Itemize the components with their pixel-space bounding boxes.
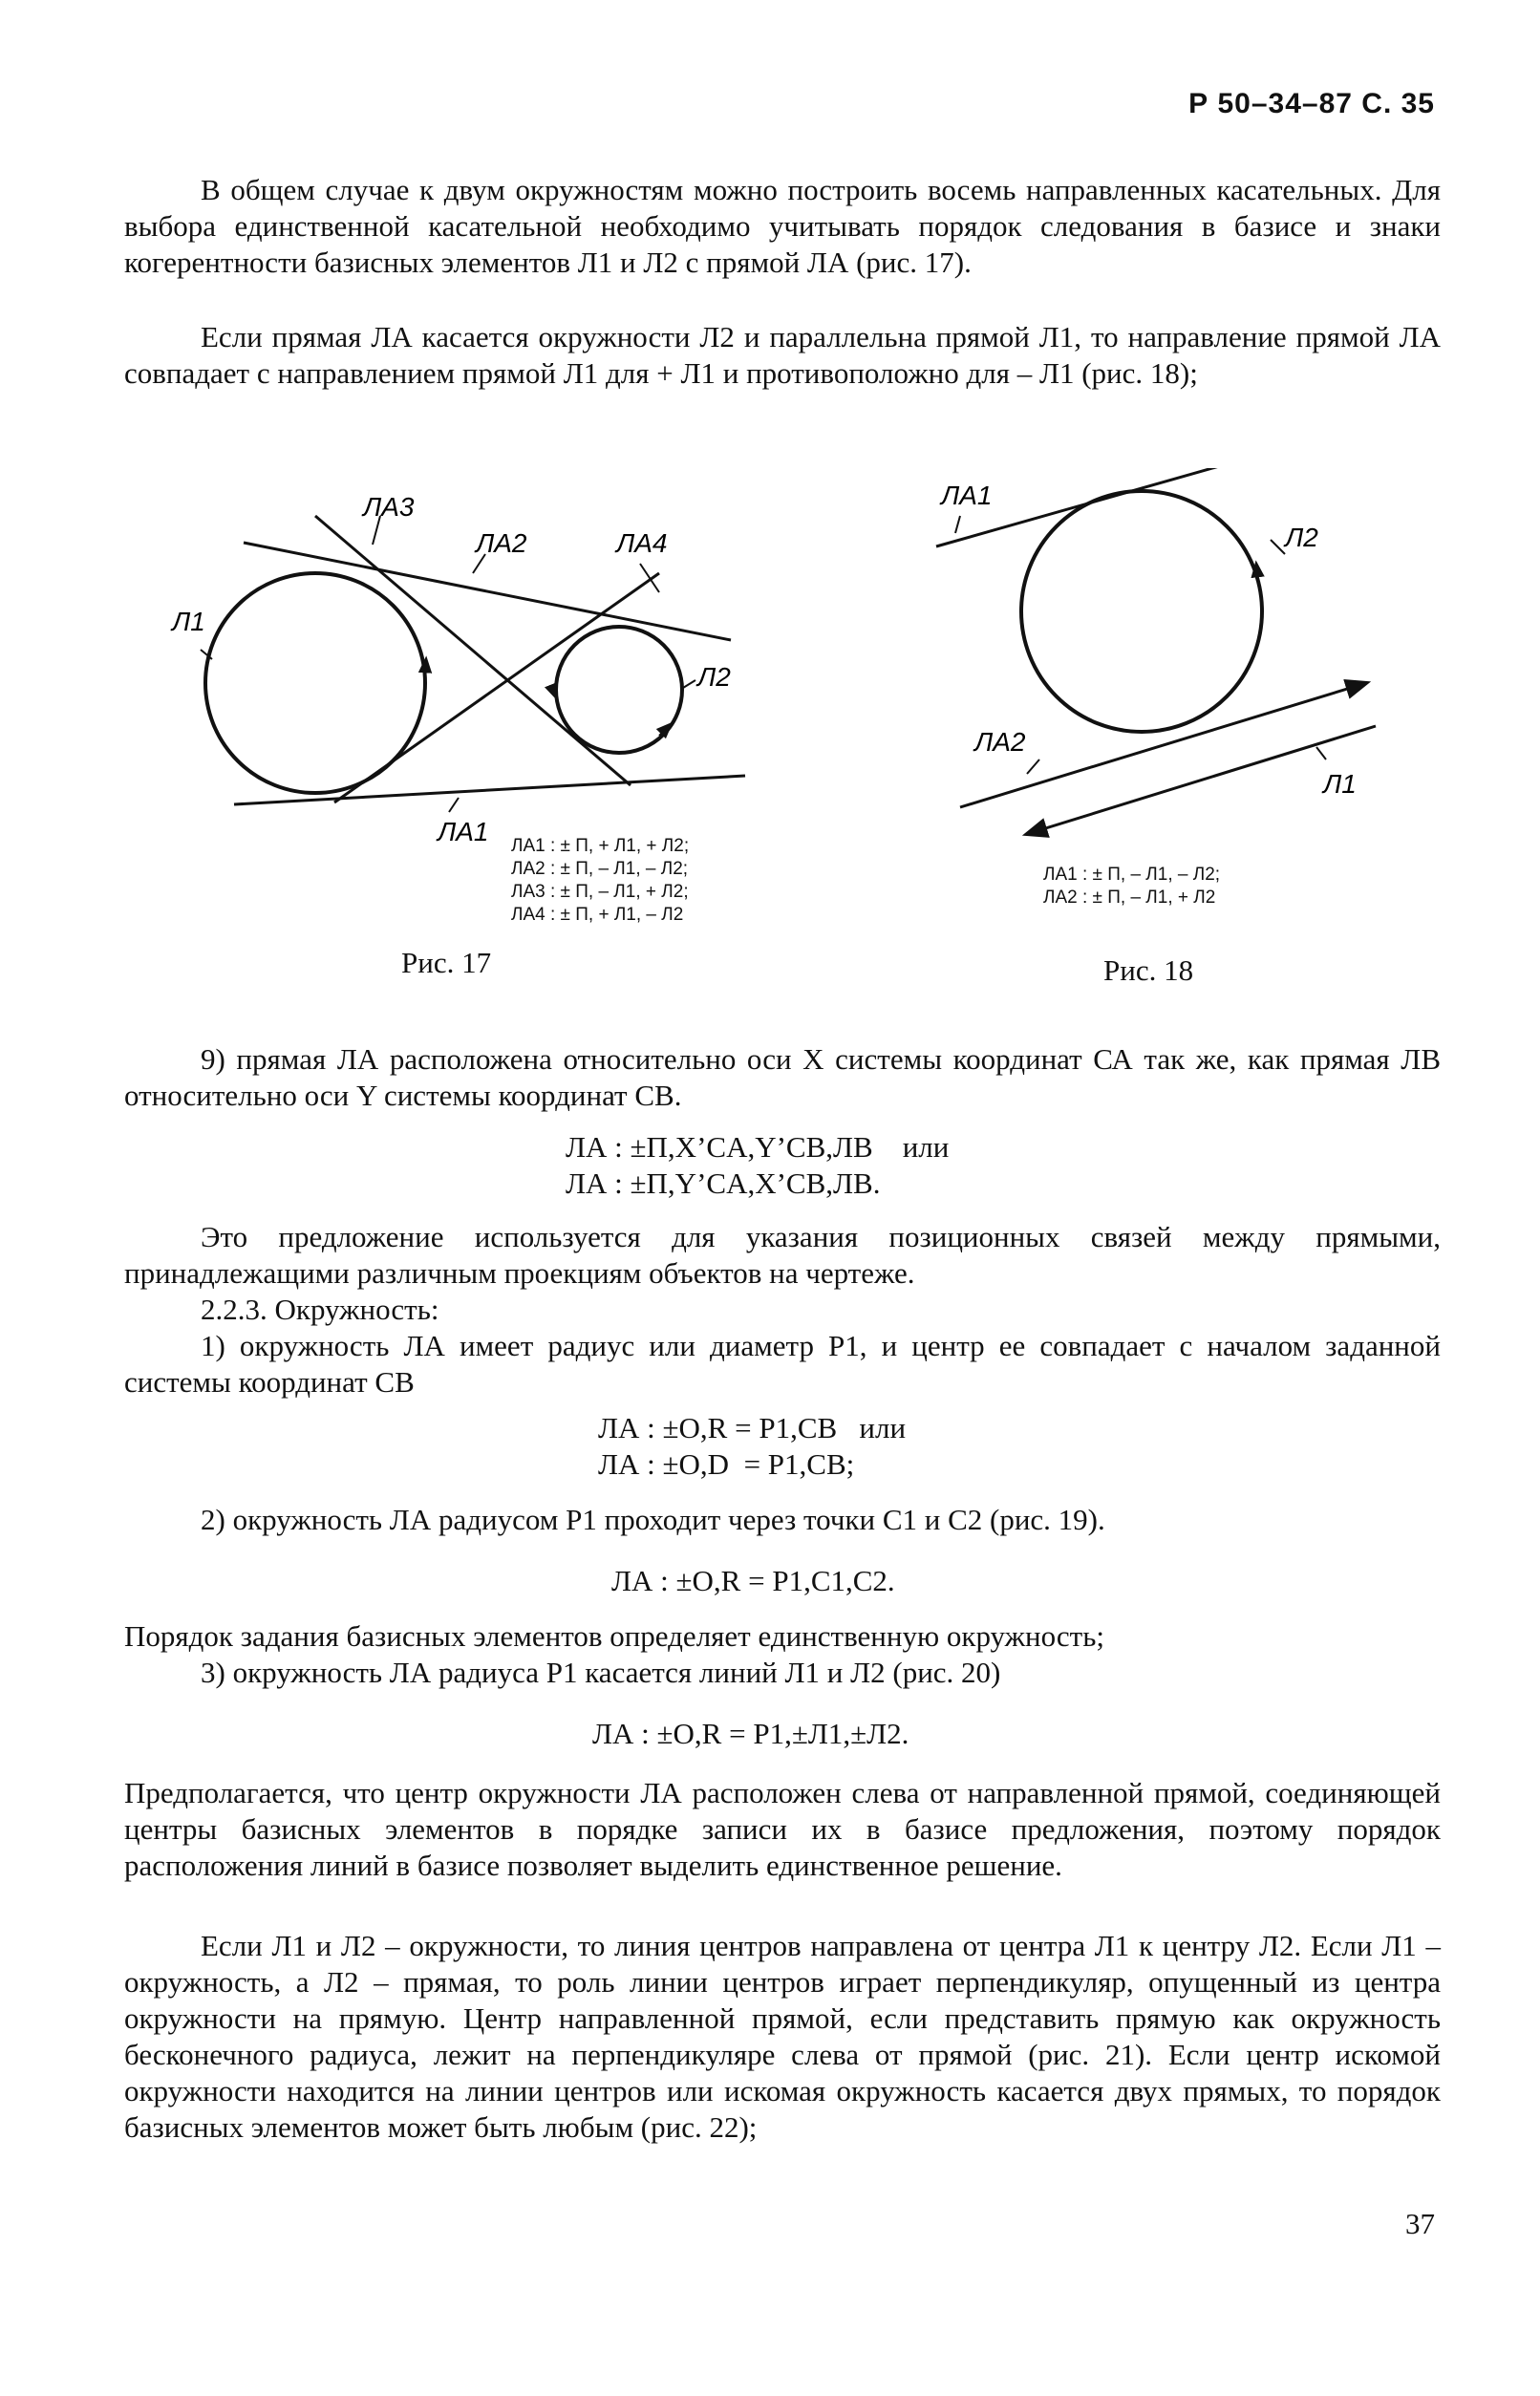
legend-line: ЛА1 : ± П, + Л1, + Л2; — [511, 836, 690, 856]
paragraph-7: 2) окружность ЛА радиусом Р1 проходит через точки С1 и С2 (рис. 19). — [201, 1503, 1105, 1536]
formula-2b: ЛА : ±O,D = P1,CB; — [598, 1447, 855, 1481]
paragraph-10: Предполагается, что центр окружности ЛА расположен слева от направленной прямой, соединяющей центры базисных элементов в порядке записи их в базисе предложения, поэтому порядок расположения линий в базисе позволяет выделить единственное решение. — [124, 1776, 1441, 1882]
paragraph-6: 1) окружность ЛА имеет радиус или диаметр Р1, и центр ее совпадает с началом заданной системы координат СВ — [124, 1329, 1441, 1399]
line-la3 — [315, 516, 631, 785]
label-la3: ЛА3 — [363, 492, 415, 522]
legend-line: ЛА2 : ± П, – Л1, + Л2 — [1043, 888, 1216, 908]
label-la1: ЛА1 — [438, 817, 489, 846]
paragraph-9: 3) окружность ЛА радиуса Р1 касается линий Л1 и Л2 (рис. 20) — [201, 1656, 1001, 1689]
label-l1: Л1 — [172, 607, 205, 636]
label-la2: ЛА2 — [476, 528, 527, 558]
page-number: 37 — [1405, 2207, 1435, 2240]
label-la4: ЛА4 — [616, 528, 668, 558]
figure-18-caption: Рис. 18 — [1103, 953, 1194, 987]
line-la1 — [234, 776, 745, 804]
formula-4: ЛА : ±O,R = P1,±Л1,±Л2. — [592, 1717, 909, 1750]
legend-line: ЛА4 : ± П, + Л1, – Л2 — [511, 905, 684, 925]
circle-l2 — [556, 627, 682, 753]
label-la1: ЛА1 — [941, 481, 993, 510]
label-la2: ЛА2 — [974, 727, 1026, 757]
paragraph-5: 2.2.3. Окружность: — [201, 1293, 439, 1326]
formula-1a: ЛА : ±П,X’CA,Y’CB,ЛВ или — [566, 1130, 950, 1164]
label-l2: Л2 — [1285, 523, 1318, 552]
figure-17-legend — [511, 835, 689, 927]
page-header: Р 50–34–87 С. 35 — [1188, 88, 1435, 119]
paragraph-4: Это предложение используется для указания позиционных связей между прямыми, принадлежащими различным проекциям объектов на чертеже. — [124, 1220, 1441, 1290]
paragraph-11: Если Л1 и Л2 – окружности, то линия центров направлена от центра Л1 к центру Л2. Если Л1 – окружность, а Л2 – прямая, то роль линии центров играет перпендикуляр, опущенный из центра окружности на прямую. Центр направленной прямой, если представить прямую как окружность бесконечного радиуса, лежит на перпендикуляре слева от прямой (рис. 21). Если центр искомой окружности находится на линии центров или искомая окружность касается двух прямых, то порядок базисных элементов может быть любым (рис. 22); — [124, 1929, 1441, 2144]
line-la1 — [936, 468, 1314, 546]
figure-17-caption: Рис. 17 — [401, 946, 492, 979]
formula-3: ЛА : ±O,R = P1,C1,C2. — [611, 1564, 895, 1597]
paragraph-8: Порядок задания базисных элементов определяет единственную окружность; — [124, 1619, 1104, 1653]
paragraph-2: Если прямая ЛА касается окружности Л2 и параллельна прямой Л1, то направление прямой ЛА совпадает с направлением прямой Л1 для + Л1 и противоположно для – Л1 (рис. 18); — [124, 320, 1441, 390]
label-l2: Л2 — [697, 662, 731, 692]
label-l1: Л1 — [1323, 769, 1357, 799]
figure-18 — [917, 468, 1395, 850]
legend-line: ЛА3 : ± П, – Л1, + Л2; — [511, 882, 689, 902]
circle-l2 — [1021, 491, 1262, 732]
paragraph-3: 9) прямая ЛА расположена относительно оси X системы координат СА так же, как прямая ЛВ относительно оси Y системы координат СВ. — [124, 1042, 1441, 1112]
legend-line: ЛА2 : ± П, – Л1, – Л2; — [511, 859, 689, 879]
paragraph-1: В общем случае к двум окружностям можно построить восемь направленных касательных. Для выбора единственной касательной необходимо учитывать порядок следования в базисе и знаки когерентности базисных элементов Л1 и Л2 с прямой ЛА (рис. 17). — [124, 173, 1441, 279]
legend-line: ЛА1 : ± П, – Л1, – Л2; — [1043, 865, 1221, 885]
formula-2a: ЛА : ±O,R = P1,CB или — [598, 1411, 907, 1444]
figure-17 — [143, 468, 793, 869]
figure-18-legend — [1043, 864, 1220, 909]
formula-1b: ЛА : ±П,Y’CA,X’CB,ЛВ. — [566, 1166, 881, 1200]
